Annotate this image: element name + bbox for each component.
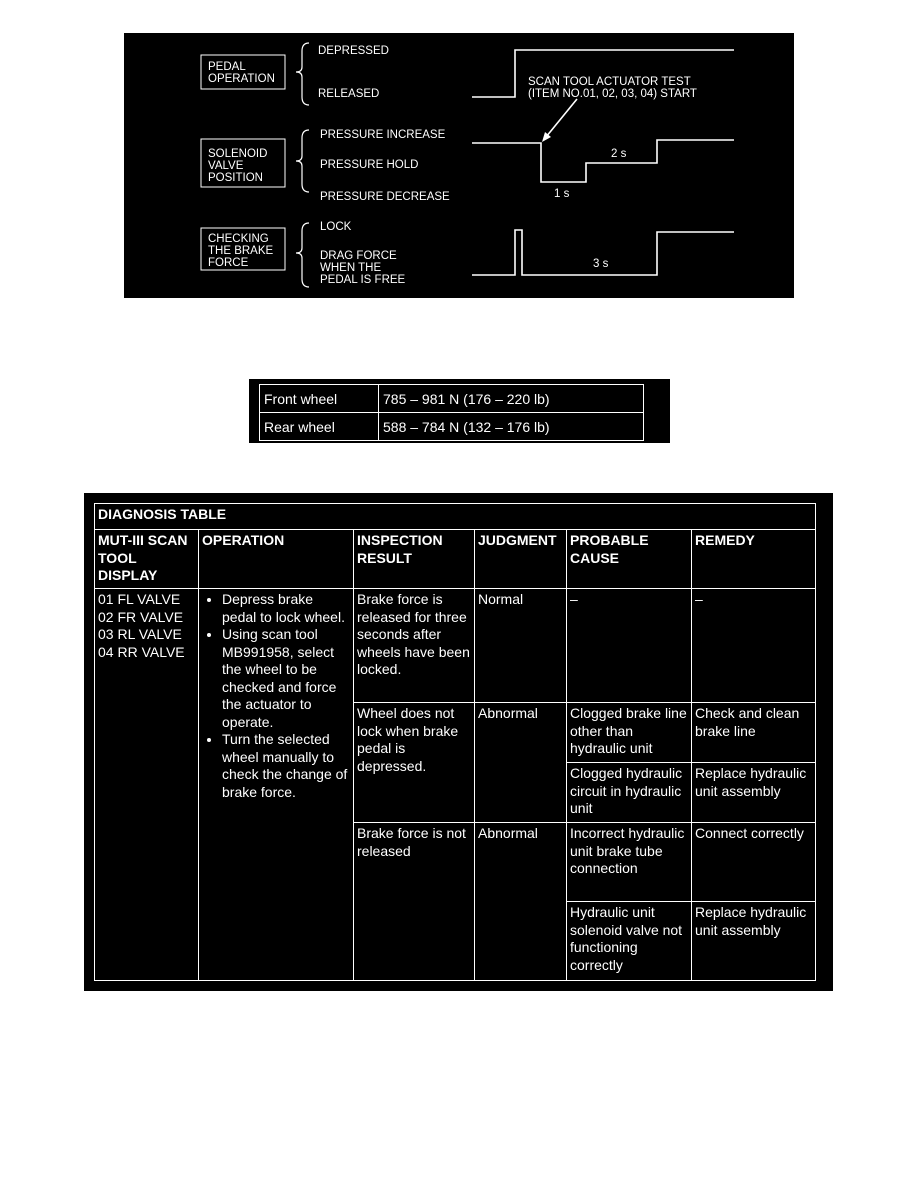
pedal-brace (296, 43, 309, 105)
cause-3b: Hydraulic unit solenoid valve not functioning correctly (567, 902, 692, 981)
front-wheel-value: 785 – 981 N (176 – 220 lb) (379, 385, 644, 413)
brake-state-lock: LOCK (320, 221, 352, 233)
judgment-1: Normal (475, 589, 567, 703)
inspection-result-1: Brake force is released for three seconds after wheels have been locked. (354, 589, 475, 703)
diagnosis-panel (84, 493, 833, 991)
solenoid-state-decrease: PRESSURE DECREASE (320, 191, 450, 203)
brake-state-drag-1: DRAG FORCE (320, 250, 397, 262)
remedy-3b: Replace hydraulic unit assembly (692, 902, 816, 981)
header-remedy: REMEDY (692, 530, 816, 589)
operation-step-2: • Using scan tool MB991958, select the wheel to be checked and force the actuator to operate. (222, 626, 350, 731)
header-cause: PROBABLE CAUSE (567, 530, 692, 589)
pedal-box-line-2: OPERATION (208, 73, 275, 85)
rear-wheel-value: 588 – 784 N (132 – 176 lb) (379, 413, 644, 441)
table-row (260, 385, 644, 413)
table-row (95, 589, 816, 703)
solenoid-box-line-1: SOLENOID (208, 148, 268, 160)
remedy-3a: Connect correctly (692, 823, 816, 902)
brake-state-drag-3: PEDAL IS FREE (320, 274, 406, 286)
header-display: MUT-III SCAN TOOL DISPLAY (95, 530, 199, 589)
inspection-result-2: Wheel does not lock when brake pedal is depressed. (354, 703, 475, 823)
header-judgment: JUDGMENT (475, 530, 567, 589)
solenoid-box-line-2: VALVE (208, 160, 244, 172)
display-rl-valve: 03 RL VALVE (98, 626, 182, 642)
rear-wheel-label: Rear wheel (260, 413, 379, 441)
cause-1: – (567, 589, 692, 703)
cause-2b: Clogged hydraulic circuit in hydraulic unit (567, 763, 692, 823)
operation-step-3: • Turn the selected wheel manually to check the change of brake force. (222, 731, 350, 801)
brake-box-line-3: FORCE (208, 257, 249, 269)
brake-brace (296, 223, 309, 287)
duration-3s: 3 s (593, 258, 609, 270)
table-header-row (95, 530, 816, 589)
inspection-result-3: Brake force is not released (354, 823, 475, 981)
duration-1s: 1 s (554, 188, 570, 200)
pedal-state-depressed: DEPRESSED (318, 45, 389, 57)
brake-box-line-2: THE BRAKE (208, 245, 274, 257)
table-title-row (95, 504, 816, 530)
solenoid-state-increase: PRESSURE INCREASE (320, 129, 446, 141)
display-cell (95, 589, 199, 981)
display-rr-valve: 04 RR VALVE (98, 643, 185, 660)
pedal-box-line-1: PEDAL (208, 61, 246, 73)
brake-force-table (259, 384, 644, 441)
display-fr-valve: 02 FR VALVE (98, 608, 184, 625)
brake-force-spec (249, 379, 670, 443)
operation-step-1: • Depress brake pedal to lock wheel. (222, 591, 350, 626)
operation-cell (199, 589, 354, 981)
cause-3a: Incorrect hydraulic unit brake tube connection (567, 823, 692, 902)
cause-2a: Clogged brake line other than hydraulic unit (567, 703, 692, 763)
solenoid-state-hold: PRESSURE HOLD (320, 159, 419, 171)
display-fl-valve: 01 FL VALVE (98, 591, 181, 607)
header-operation: OPERATION (199, 530, 354, 589)
brake-state-drag-2: WHEN THE (320, 262, 382, 274)
remedy-2b: Replace hydraulic unit assembly (692, 763, 816, 823)
duration-2s: 2 s (611, 148, 627, 160)
brake-box-line-1: CHECKING (208, 233, 269, 245)
table-row (260, 413, 644, 441)
actuator-annotation-line-2: (ITEM NO.01, 02, 03, 04) START (528, 88, 697, 100)
remedy-2a: Check and clean brake line (692, 703, 816, 763)
header-inspection: INSPECTION RESULT (354, 530, 475, 589)
remedy-1: – (692, 589, 816, 703)
solenoid-waveform (472, 140, 734, 182)
pedal-state-released: RELEASED (318, 88, 380, 100)
diagnosis-table (94, 503, 816, 981)
diagnosis-table-title: DIAGNOSIS TABLE (95, 504, 816, 530)
front-wheel-label: Front wheel (260, 385, 379, 413)
timing-diagram (124, 33, 794, 298)
solenoid-brace (296, 130, 309, 192)
judgment-2: Abnormal (475, 703, 567, 823)
operation-list (202, 591, 350, 801)
actuator-annotation-line-1: SCAN TOOL ACTUATOR TEST (528, 76, 691, 88)
judgment-3: Abnormal (475, 823, 567, 981)
solenoid-box-line-3: POSITION (208, 172, 263, 184)
actuator-arrow (546, 99, 577, 137)
